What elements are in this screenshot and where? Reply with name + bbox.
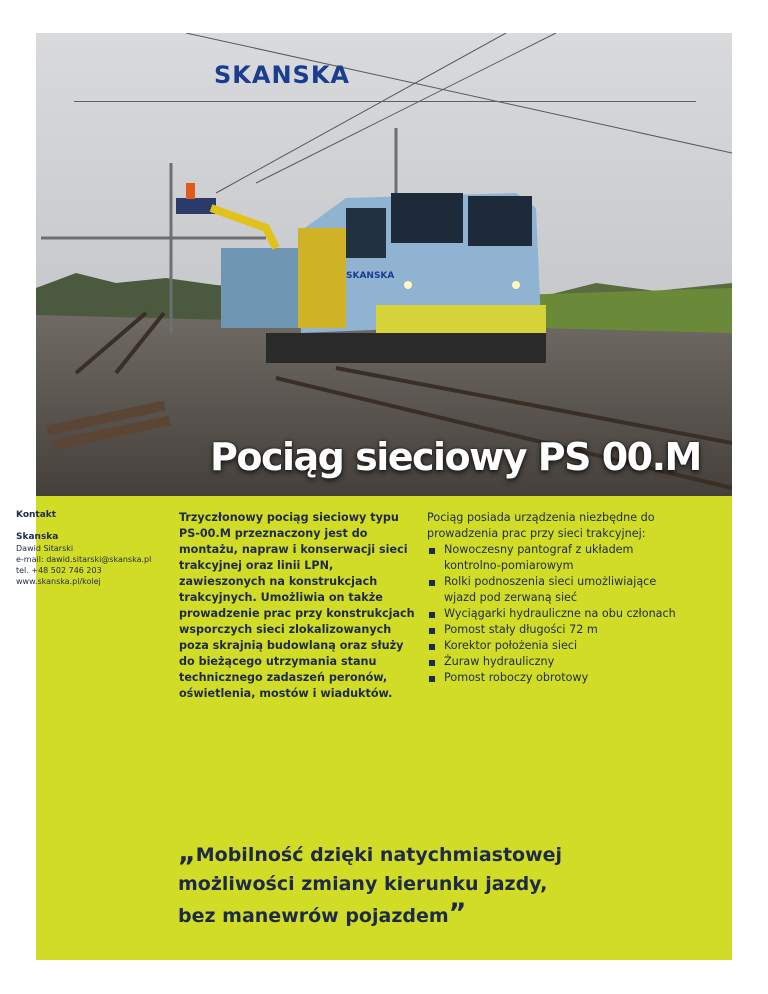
equipment-list [427,542,682,686]
list-item [427,606,682,622]
list-item [427,574,682,606]
header-divider [74,101,696,102]
quote-open-mark: „ [178,837,196,868]
list-item [427,638,682,654]
bullet-icon [429,676,435,682]
list-item [427,622,682,638]
contact-heading: Kontakt [16,510,57,520]
bullet-icon [429,580,435,586]
worker [186,183,195,199]
contact-name: Dawid Sitarski [16,544,74,553]
quote-line-2: możliwości zmiany kierunku jazdy, [178,873,548,895]
bullet-icon [429,644,435,650]
contact-website: www.skanska.pl/kolej [16,577,101,586]
quote-text-3: bez manewrów pojazdem [178,905,449,927]
equipment-lead: Pociąg posiada urządzenia niezbędne do prowadzenia prac przy sieci trakcyjnej: [427,511,655,540]
locomotive-window-left [391,193,463,243]
bullet-icon [429,612,435,618]
headlight-left [404,281,412,289]
pull-quote [178,838,678,931]
quote-text-1: Mobilność dzięki natychmiastowej [195,844,563,866]
brochure-page [36,33,732,960]
quote-line-1 [178,838,678,870]
contact-company: Skanska [16,532,59,542]
hero-photo [36,33,732,496]
locomotive-door [298,228,346,328]
quote-line-3 [178,899,678,931]
equipment-section [427,510,682,686]
list-item [427,542,682,574]
page-title: Pociąg sieciowy PS 00.M [210,435,701,479]
headlight-right [512,281,520,289]
intro-paragraph: Trzyczłonowy pociąg sieciowy typu PS-00.M przeznaczony jest do montażu, napraw i konserwacji sieci trakcyjnej oraz linii LPN, zawieszonych na konstrukcjach trakcyjnych. Umożliwia on także prowadzenie prac przy konstrukcjach wsporczych sieci zlokalizowanych poza skrajnią budowlaną oraz służy do bieżącego utrzymania stanu technicznego zadaszeń peronów, oświetlenia, mostów i wiaduktów. [179,511,415,700]
list-item-text: Rolki podnoszenia sieci umożliwiające wjazd pod zerwaną sieć [444,575,657,604]
list-item [427,654,682,670]
contact-block [16,510,176,587]
cab-side-window [346,208,386,258]
list-item-text: Nowoczesny pantograf z układem kontrolno-pomiarowym [444,543,634,572]
list-item-text: Wyciągarki hydrauliczne na obu członach [444,607,676,620]
undercarriage [266,333,546,363]
bullet-icon [429,548,435,554]
bullet-icon [429,660,435,666]
contact-email: e-mail: dawid.sitarski@skanska.pl [16,555,152,564]
list-item-text: Pomost roboczy obrotowy [444,671,589,684]
list-item-text: Korektor położenia sieci [444,639,578,652]
contact-phone: tel. +48 502 746 203 [16,566,102,575]
list-item-text: Pomost stały długości 72 m [444,623,598,636]
list-item-text: Żuraw hydrauliczny [444,655,555,668]
train-marking: SKANSKA [346,271,395,281]
quote-close-mark: ” [448,898,467,929]
skanska-logo: SKANSKA [214,61,350,89]
bullet-icon [429,628,435,634]
list-item [427,670,682,686]
locomotive-window-right [468,196,532,246]
